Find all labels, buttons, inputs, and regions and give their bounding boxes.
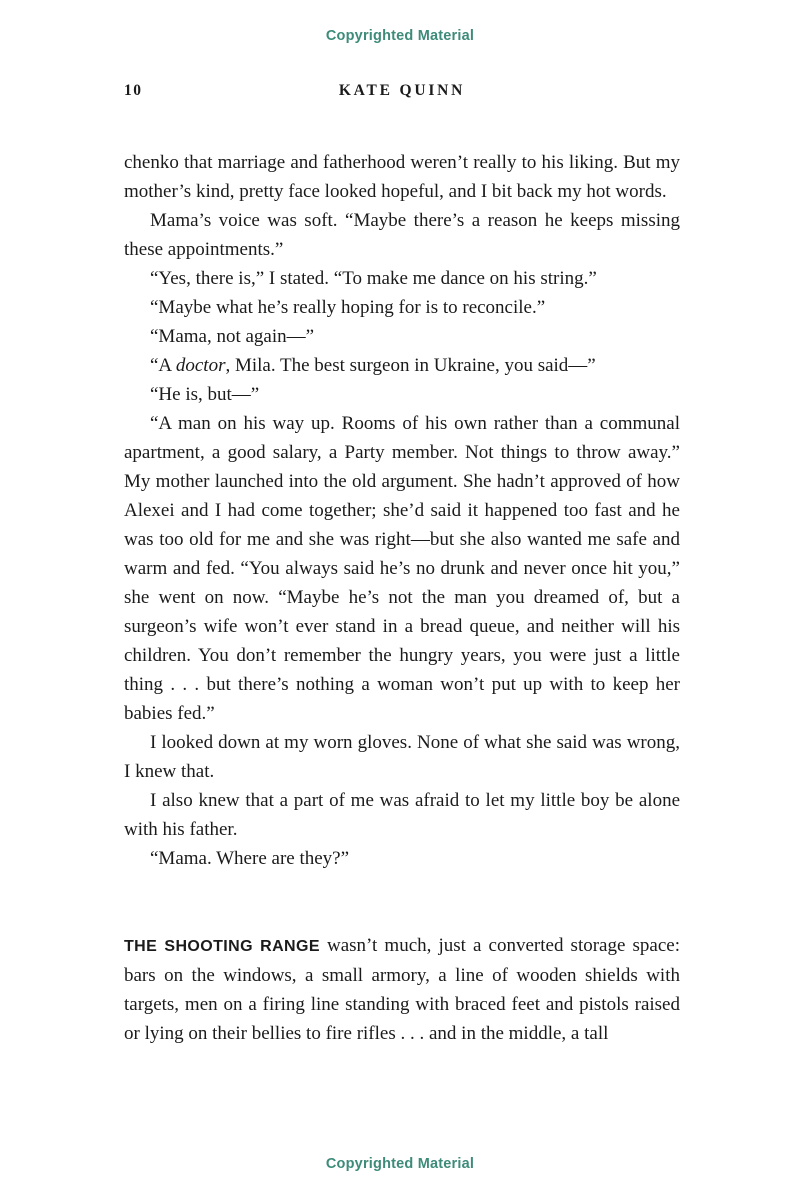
page-number: 10 [124,82,143,99]
text-run: wasn’t much, just a converted storage space: bars on the windows, a small armory, a line of wooden shields with targets, men on a firing line standing with braced feet and pistols raised or lying on their bellies to fire rifles . . . and in the middle, a tall [124,935,680,1044]
italic-run: doctor [175,355,226,376]
paragraph [124,351,680,380]
paragraph [124,786,680,844]
paragraph [124,206,680,264]
section-lead-caps: THE SHOOTING RANGE [124,938,320,955]
copyright-notice-top: Copyrighted Material [325,28,475,44]
paragraph [124,844,680,873]
text-run: , Mila. The best surgeon in Ukraine, you said—” [225,355,596,376]
paragraph [124,264,680,293]
text-run: I also knew that a part of me was afraid to let my little boy be alone with his father. [124,790,680,840]
paragraph [124,148,680,206]
body-text [0,148,800,1048]
page-header [0,82,800,102]
copyright-notice-bottom: Copyrighted Material [325,1156,475,1172]
text-run: chenko that marriage and fatherhood weren’t really to his liking. But my mother’s kind, pretty face looked hopeful, and I bit back my hot words. [124,152,680,202]
text-run: Mama’s voice was soft. “Maybe there’s a reason he keeps missing these appointments.” [124,210,680,260]
running-head-author: KATE QUINN [338,82,466,99]
text-run: I looked down at my worn gloves. None of what she said was wrong, I knew that. [124,732,680,782]
text-run: “Yes, there is,” I stated. “To make me dance on his string.” [150,268,597,289]
paragraph [124,728,680,786]
paragraph [124,322,680,351]
text-run: “Mama, not again—” [150,326,315,347]
paragraph [124,931,680,1048]
text-run: “Maybe what he’s really hoping for is to reconcile.” [150,297,546,318]
paragraph [124,409,680,728]
paragraph [124,380,680,409]
text-run: “Mama. Where are they?” [150,848,350,869]
text-run: “A [150,355,176,376]
paragraph [124,293,680,322]
text-run: “He is, but—” [150,384,260,405]
text-run: “A man on his way up. Rooms of his own rather than a communal apartment, a good salary, a Party member. Not things to throw away.” My mother launched into the old argument. She hadn’t approved of how Alexei and I had come together; she’d said it happened too fast and he was too old for me and she was right—but she also wanted me safe and warm and fed. “You always said he’s no drunk and never once hit you,” she went on now. “Maybe he’s not the man you dreamed of, but a surgeon’s wife won’t ever stand in a bread queue, and neither will his children. You don’t remember the hungry years, you were just a little thing . . . but there’s nothing a woman won’t put up with to keep her babies fed.” [124,413,680,724]
